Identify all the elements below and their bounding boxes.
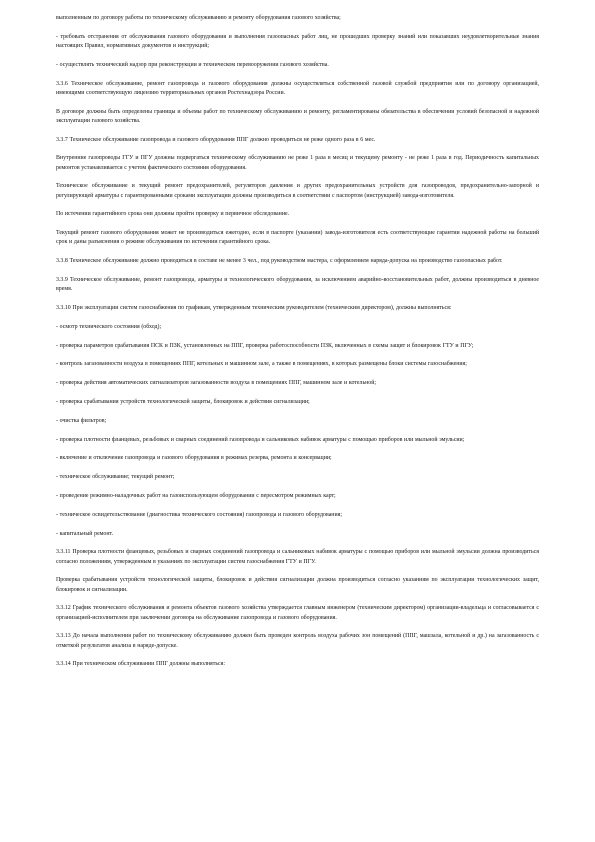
list-item-diagnostics: - техническое освидетельствование (диагностика технического состояния) газопровода и газового оборудования; bbox=[56, 511, 342, 518]
paragraph-3-3-13: 3.3.13 До начала выполнения работ по техническому обслуживанию должен быть проведен контроль воздуха рабочих зон помещений (ППГ, машзала, котельной и др.) на загазованность с отметкой результатов анализа в наряде-допуске. bbox=[56, 633, 539, 649]
list-item-overhaul: - капитальный ремонт. bbox=[56, 530, 114, 537]
list-item-maintenance: - техническое обслуживание; текущий ремонт; bbox=[56, 474, 175, 481]
list-item-signalizers: - проверка действия автоматических сигнализаторов загазованности воздуха в помещениях ППГ, машинном зале и котельной; bbox=[56, 380, 377, 387]
paragraph-5: В договоре должны быть определены границы и объемы работ по техническому обслуживанию и ремонту, регламентированы обязательства в обеспечении условий безопасной и надежной эксплуатации газового хозяйства. bbox=[56, 108, 539, 124]
paragraph-8: Техническое обслуживание и текущий ремонт предохранителей, регуляторов давления и других предохранительных устройств для газопроводов, предохранительно-запорной и регулирующей арматуры с гарантированными сроками эксплуатации должны производиться в соответствии с паспортом (инструкцией) завода-изготовителя. bbox=[56, 183, 539, 199]
paragraph-3: - осуществлять технический надзор при реконструкции и техническом перевооружении газового хозяйства. bbox=[56, 61, 329, 68]
list-item-psk-pzk-check: - проверка параметров срабатывания ПСК и ПЗК, установленных на ППГ, проверка работоспособности ПЗК, включенных в схемы защит и блокировок ГТУ и ПГУ; bbox=[56, 342, 474, 349]
paragraph-4: 3.3.6 Техническое обслуживание, ремонт газопровода и газового оборудования должны осуществляться собственной газовой службой предприятия или по договору организацией, имеющими соответствующую лицензию территориальных органов Ростехнадзора России. bbox=[56, 80, 539, 96]
paragraph-3-3-12: 3.3.12 График технического обслуживания и ремонта объектов газового хозяйства утверждается главным инженером (техническим директором) организации-владельца и согласовывается с организацией-исполнителем при заключении договора на обслуживание газопровода и газового оборудования. bbox=[56, 605, 539, 621]
paragraph-6: 3.3.7 Техническое обслуживание газопровода и газового оборудования ППГ должно проводиться не реже одного раза в 6 мес. bbox=[56, 136, 376, 143]
paragraph-11: 3.3.8 Техническое обслуживание должно проводиться в составе не менее 3 чел., под руководством мастера, с оформлением наряда-допуска на производство газоопасных работ. bbox=[56, 258, 503, 265]
list-item-tightness: - проверка плотности фланцевых, резьбовых и сварных соединений газопровода и сальниковых набивок арматуры с помощью приборов или мыльной эмульсии; bbox=[56, 436, 465, 443]
paragraph-3-3-14: 3.3.14 При техническом обслуживании ППГ должны выполняться: bbox=[56, 661, 225, 668]
paragraph-12: 3.3.9 Техническое обслуживание, ремонт газопровода, арматуры и технологического оборудования, за исключением аварийно-восстановительных работ, должны производиться в дневное время. bbox=[56, 276, 539, 293]
list-item-adjustment: - проведение режимно-наладочных работ на газоиспользующем оборудовании с пересмотром режимных карт; bbox=[56, 492, 336, 499]
paragraph-3-3-11: 3.3.11 Проверка плотности фланцевых, резьбовых и сварных соединений газопровода и сальниковых набивок арматуры с помощью приборов или мыльной эмульсии должна производиться согласно положениям, утвержденным в указаниях по эксплуатации систем газоснабжения ГТУ и ПГУ. bbox=[56, 549, 539, 565]
list-item-protection-check: - проверка срабатывания устройств технологической защиты, блокировок и действия сигнализации; bbox=[56, 398, 310, 405]
paragraph-7: Внутренние газопроводы ГГУ и ПГУ должны подвергаться техническому обслуживанию не реже 1 раза в месяц и текущему ремонту - не реже 1 раза в год. Периодичность капитальных ремонтов устанавливается с учетом фактического состояния оборудования. bbox=[56, 155, 539, 171]
paragraph-13: 3.3.10 При эксплуатации систем газоснабжения по графикам, утвержденным техническим руководителем (техническим директором), должны выполняться: bbox=[56, 304, 452, 311]
list-item-filters: - очистка фильтров; bbox=[56, 417, 107, 424]
paragraph-10: Текущий ремонт газового оборудования может не производиться ежегодно, если в паспорте (указании) завода-изготовителя есть соответствующие гарантии надежной работы на больший срок и даны разъяснения о режиме обслуживания по истечении гарантийного срока. bbox=[56, 230, 539, 246]
paragraph-1: выполненным по договору работы по техническому обслуживанию и ремонту оборудования газового хозяйства; bbox=[56, 15, 341, 21]
paragraph-2: - требовать отстранения от обслуживания газового оборудования и выполнения газоопасных работ лиц, не прошедших проверку знаний или показавших неудовлетворительные знания настоящих Правил, нормативных документов и инструкций; bbox=[56, 33, 539, 49]
paragraph-protection: Проверка срабатывания устройств технологической защиты, блокировок и действия сигнализации должна производиться согласно указаниям по эксплуатации технологических защит, блокировок и сигнализации. bbox=[56, 577, 539, 593]
list-item-inspection: - осмотр технического состояния (обход); bbox=[56, 323, 162, 330]
list-item-switching: - включение и отключение газопровода и газового оборудования в режимах резерва, ремонта и консервации; bbox=[56, 455, 332, 462]
paragraph-9: По истечении гарантийного срока они должны пройти проверку и первичное обследование. bbox=[56, 211, 290, 218]
list-item-gas-control: - контроль загазованности воздуха в помещениях ППГ, котельных и машинном зале, а также в помещениях, в которых размещены блоки системы газоснабжения; bbox=[56, 361, 467, 368]
